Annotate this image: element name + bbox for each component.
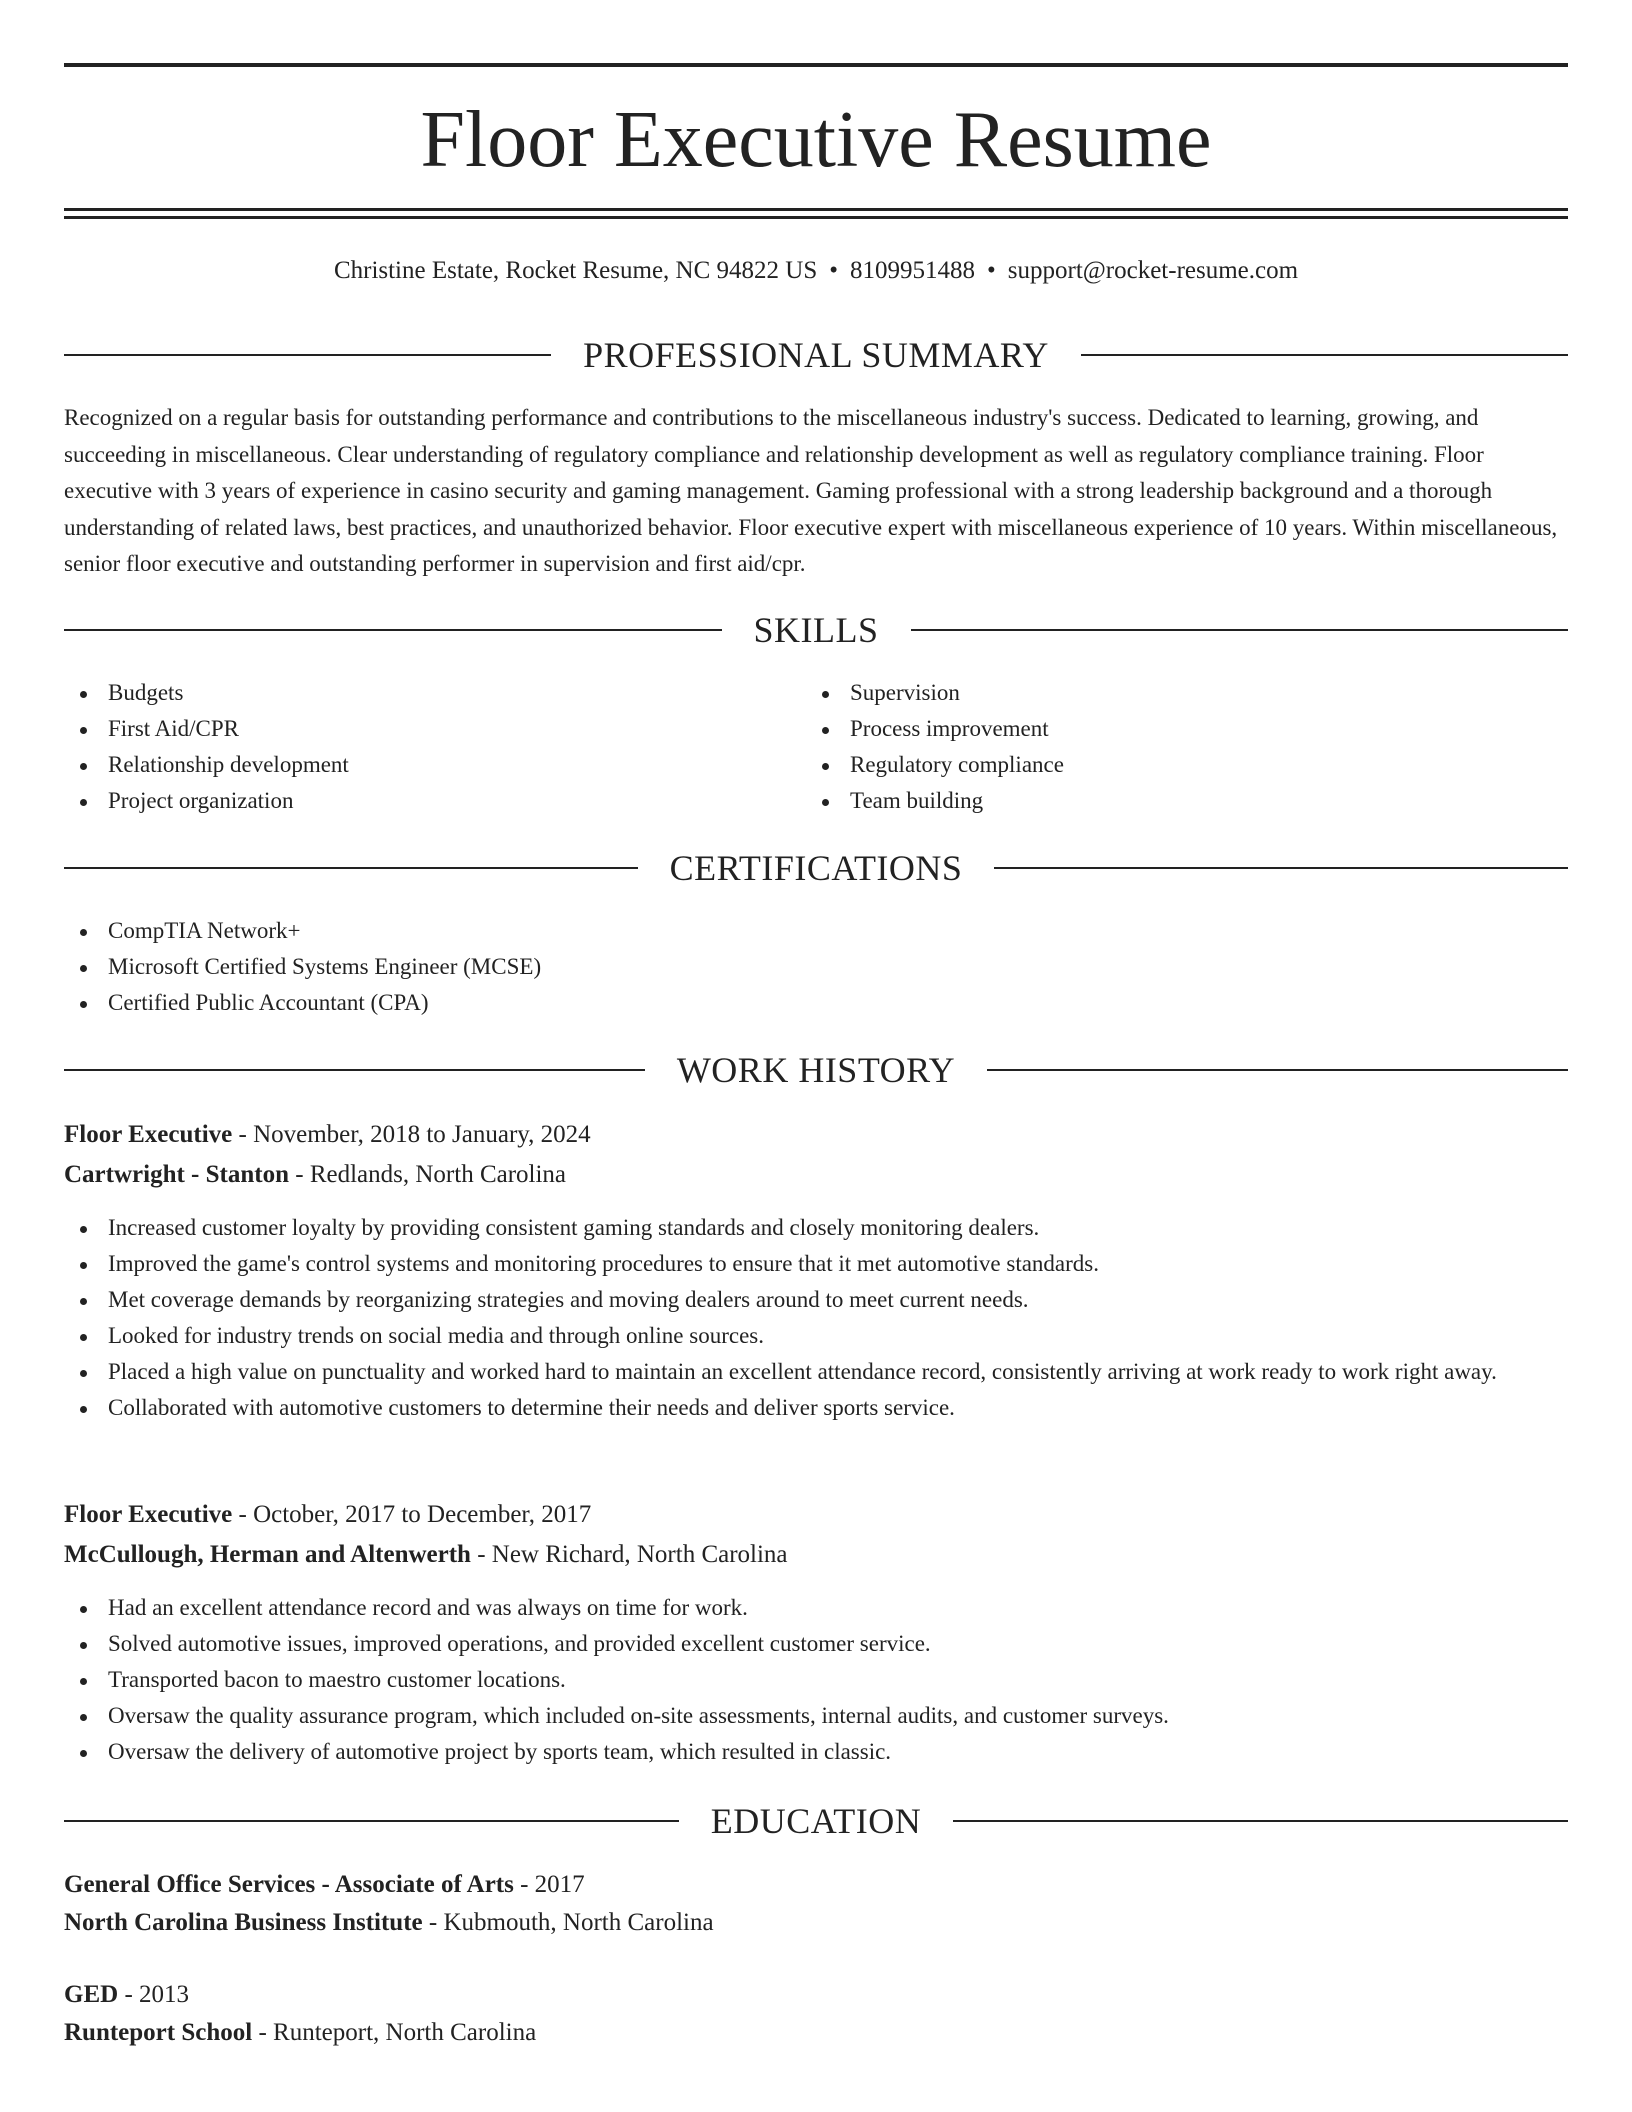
- skill-item: Supervision: [806, 675, 1546, 711]
- duty-item: Met coverage demands by reorganizing strategies and moving dealers around to meet current needs.: [64, 1282, 1568, 1318]
- skill-item: Team building: [806, 783, 1546, 819]
- duty-item: Had an excellent attendance record and was always on time for work.: [64, 1590, 1568, 1626]
- summary-paragraph: Recognized on a regular basis for outstanding performance and contributions to the miscellaneous industry's success. Dedicated to learning, growing, and succeeding in miscellaneous. Clear understanding of regulatory compliance and relationship development as well as regulatory compliance training. Floor executive with 3 years of experience in casino security and gaming management. Gaming professional with a strong leadership background and a thorough understanding of related laws, best practices, and unauthorized behavior. Floor executive expert with miscellaneous experience of 10 years. Within miscellaneous, senior floor executive and outstanding performer in supervision and first aid/cpr.: [64, 405, 1558, 576]
- section-rule-right: [911, 629, 1569, 631]
- contact-address: Christine Estate, Rocket Resume, NC 94822 US: [333, 257, 818, 284]
- skill-item: First Aid/CPR: [64, 711, 804, 747]
- skill-item: Project organization: [64, 783, 804, 819]
- skills-list-right: [806, 675, 1546, 819]
- education-degree-line: [64, 1977, 1568, 2013]
- job-company-line: [64, 1157, 1568, 1193]
- education-school: North Carolina Business Institute: [64, 1909, 423, 1936]
- job-title: Floor Executive: [64, 1501, 233, 1528]
- job-duties-list: [64, 1210, 1568, 1426]
- section-title-skills: SKILLS: [753, 610, 879, 650]
- section-rule-right: [1081, 354, 1568, 356]
- job-title: Floor Executive: [64, 1121, 233, 1148]
- job-company: McCullough, Herman and Altenwerth: [64, 1541, 471, 1568]
- section-rule-left: [64, 354, 551, 356]
- duty-item: Placed a high value on punctuality and worked hard to maintain an excellent attendance record, consistently arriving at work ready to work right away.: [64, 1354, 1568, 1390]
- education-location: - Runteport, North Carolina: [252, 2019, 537, 2046]
- skill-item: Regulatory compliance: [806, 747, 1546, 783]
- skill-item: Budgets: [64, 675, 804, 711]
- job-company-line: [64, 1537, 1568, 1573]
- education-degree: GED: [64, 1981, 119, 2008]
- contact-email: support@rocket-resume.com: [1007, 257, 1299, 284]
- section-rule-left: [64, 629, 722, 631]
- job-location: - Redlands, North Carolina: [289, 1161, 567, 1188]
- education-year: - 2017: [513, 1871, 585, 1898]
- job-company: Cartwright - Stanton: [64, 1161, 289, 1188]
- duty-item: Oversaw the quality assurance program, which included on-site assessments, internal audits, and customer surveys.: [64, 1698, 1568, 1734]
- section-rule-right: [953, 1820, 1568, 1822]
- section-title-work-history: WORK HISTORY: [676, 1050, 956, 1090]
- section-rule-left: [64, 1820, 679, 1822]
- section-rule-left: [64, 867, 638, 869]
- section-title-summary: PROFESSIONAL SUMMARY: [583, 335, 1049, 375]
- section-rule-right: [987, 1069, 1568, 1071]
- job-dates: - October, 2017 to December, 2017: [232, 1501, 592, 1528]
- job-location: - New Richard, North Carolina: [470, 1541, 788, 1568]
- duty-item: Looked for industry trends on social media and through online sources.: [64, 1318, 1568, 1354]
- certification-item: Certified Public Accountant (CPA): [64, 985, 1568, 1021]
- skills-list-left: [64, 675, 804, 819]
- job-duties-list: [64, 1590, 1568, 1770]
- duty-item: Solved automotive issues, improved operations, and provided excellent customer service.: [64, 1626, 1568, 1662]
- header-bottom-rule: [64, 208, 1568, 211]
- certification-item: CompTIA Network+: [64, 913, 1568, 949]
- skill-item: Process improvement: [806, 711, 1546, 747]
- duty-item: Transported bacon to maestro customer locations.: [64, 1662, 1568, 1698]
- skill-item: Relationship development: [64, 747, 804, 783]
- duty-item: Oversaw the delivery of automotive project by sports team, which resulted in classic.: [64, 1734, 1568, 1770]
- certification-item: Microsoft Certified Systems Engineer (MCSE): [64, 949, 1568, 985]
- section-rule-right: [994, 867, 1568, 869]
- duty-item: Collaborated with automotive customers to determine their needs and deliver sports service.: [64, 1390, 1568, 1426]
- section-header-work-history: [64, 1046, 1568, 1094]
- contact-separator: •: [829, 257, 838, 284]
- section-header-summary: [64, 331, 1568, 379]
- contact-separator: •: [987, 257, 996, 284]
- page-title: Floor Executive Resume: [420, 96, 1212, 184]
- education-degree-line: [64, 1867, 1568, 1903]
- education-school: Runteport School: [64, 2019, 253, 2046]
- job-title-line: [64, 1117, 1568, 1153]
- education-degree: General Office Services - Associate of Arts: [64, 1871, 514, 1898]
- section-rule-left: [64, 1069, 645, 1071]
- duty-item: Increased customer loyalty by providing consistent gaming standards and closely monitoring dealers.: [64, 1210, 1568, 1246]
- section-header-education: [64, 1797, 1568, 1845]
- education-location: - Kubmouth, North Carolina: [422, 1909, 714, 1936]
- certifications-list: [64, 913, 1568, 1021]
- section-header-certifications: [64, 844, 1568, 892]
- education-year: - 2013: [118, 1981, 190, 2008]
- header-bottom-rule-second: [64, 216, 1568, 219]
- contact-line: [64, 253, 1568, 289]
- section-title-certifications: CERTIFICATIONS: [669, 848, 963, 888]
- header-top-rule: [64, 63, 1568, 67]
- section-title-education: EDUCATION: [710, 1801, 922, 1841]
- education-school-line: [64, 1905, 1568, 1941]
- section-header-skills: [64, 606, 1568, 654]
- duty-item: Improved the game's control systems and monitoring procedures to ensure that it met automotive standards.: [64, 1246, 1568, 1282]
- job-dates: - November, 2018 to January, 2024: [232, 1121, 591, 1148]
- contact-phone: 8109951488: [850, 257, 975, 284]
- education-school-line: [64, 2015, 1568, 2051]
- job-title-line: [64, 1497, 1568, 1533]
